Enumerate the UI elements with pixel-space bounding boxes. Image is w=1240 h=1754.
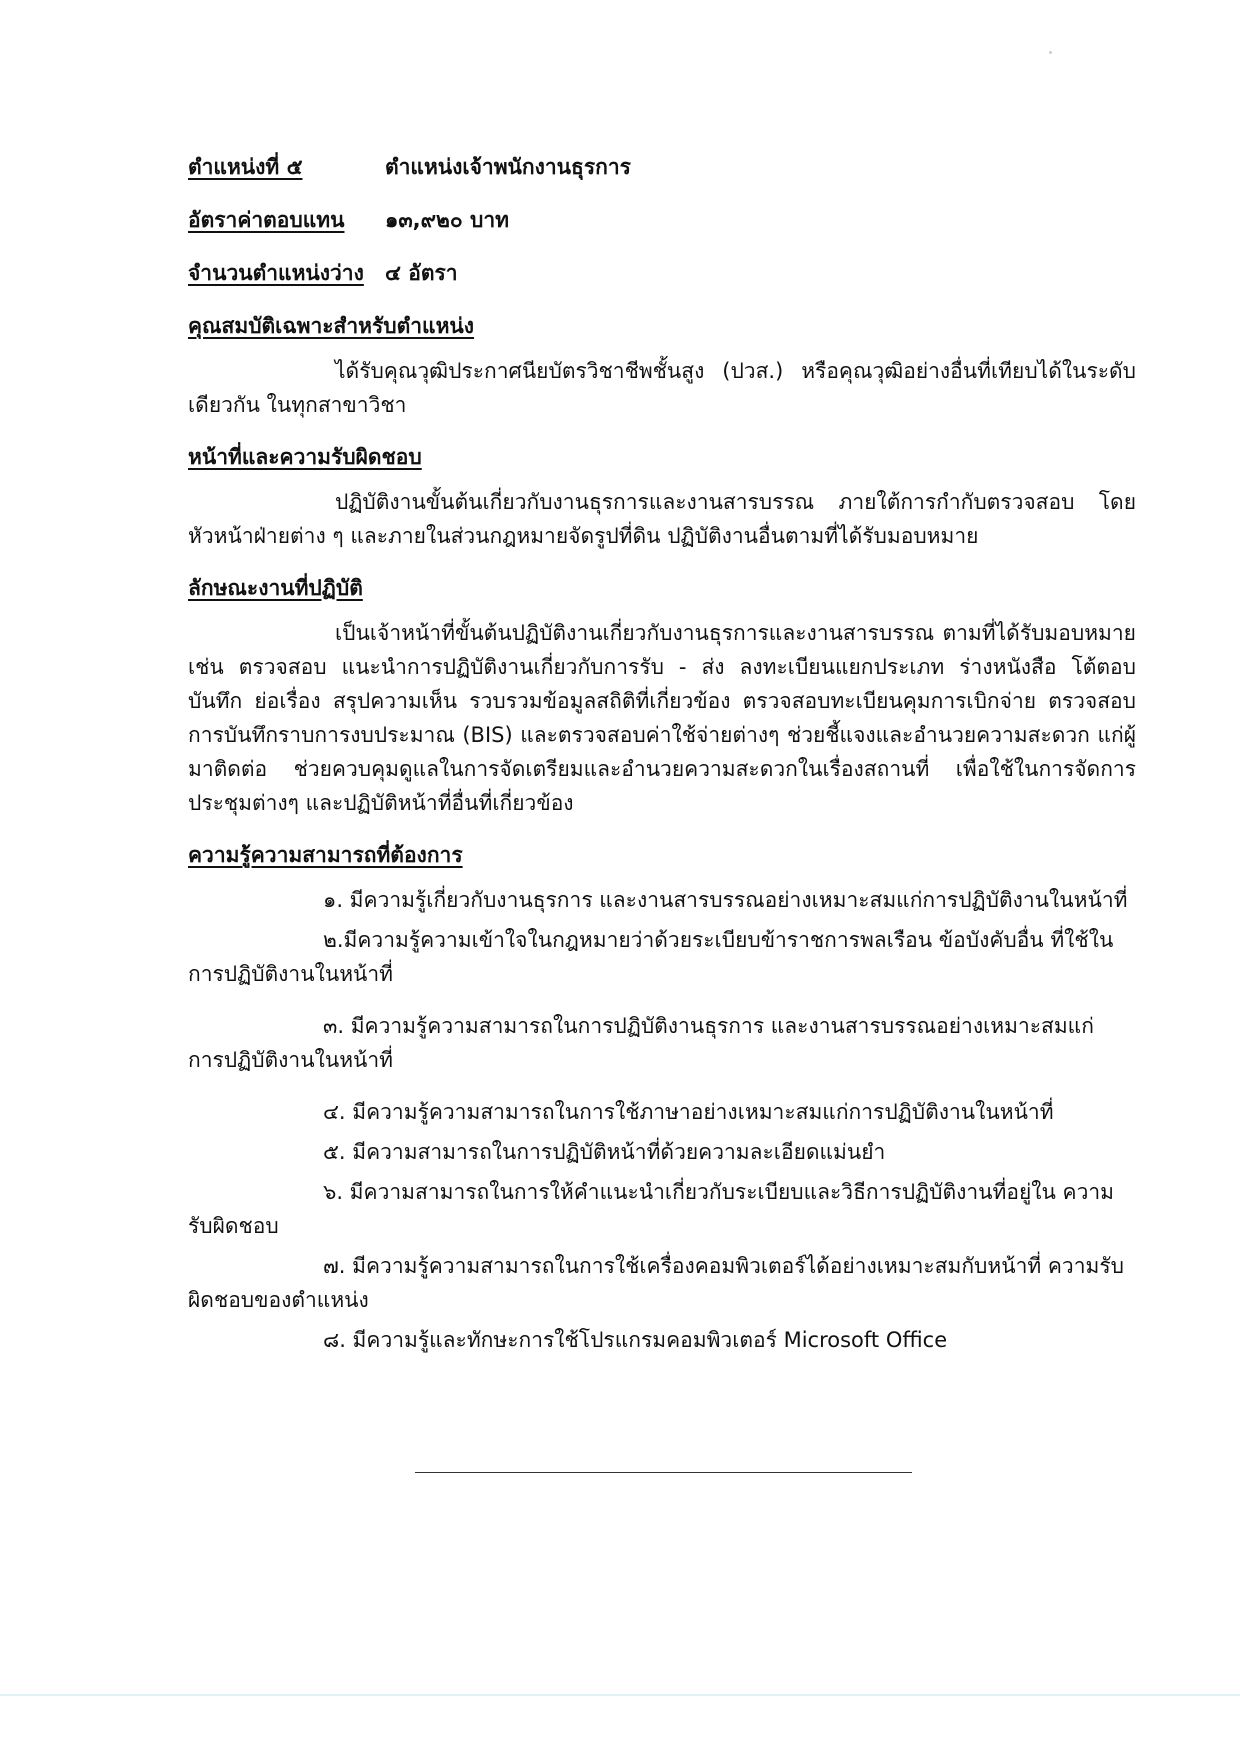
end-divider — [415, 1472, 912, 1473]
document-body — [188, 150, 1136, 1363]
duties-heading: หน้าที่และความรับผิดชอบ — [188, 445, 422, 469]
knowledge-item: ๘. มีความรู้และทักษะการใช้โปรแกรมคอมพิวเตอร์ Microsoft Office — [323, 1328, 948, 1352]
knowledge-heading: ความรู้ความสามารถที่ต้องการ — [188, 843, 463, 867]
position-row — [188, 150, 1136, 184]
knowledge-item: ๗. มีความรู้ความสามารถในการใช้เครื่องคอมพิวเตอร์ได้อย่างเหมาะสมกับหน้าที่ ความรับผิดชอบของตำแหน่ง — [188, 1254, 1124, 1312]
qualifications-heading: คุณสมบัติเฉพาะสำหรับตำแหน่ง — [188, 314, 475, 338]
knowledge-item: ๒.มีความรู้ความเข้าใจในกฎหมายว่าด้วยระเบียบข้าราชการพลเรือน ข้อบังคับอื่น ที่ใช้ในการปฏิบัติงานในหน้าที่ — [188, 928, 1114, 986]
vacancies-label: จำนวนตำแหน่งว่าง — [188, 261, 364, 285]
work-nature-text: เป็นเจ้าหน้าที่ขั้นต้นปฏิบัติงานเกี่ยวกับงานธุรการและงานสารบรรณ ตามที่ได้รับมอบหมาย เช่น ตรวจสอบ แนะนำการปฏิบัติงานเกี่ยวกับการรับ - ส่ง ลงทะเบียนแยกประเภท ร่างหนังสือ โต้ตอบ บันทึก ย่อเรื่อง สรุปความเห็น รวบรวมข้อมูลสถิติที่เกี่ยวข้อง ตรวจสอบทะเบียนคุมการเบิกจ่าย ตรวจสอบการบันทึกราบการงบประมาณ (BIS) และตรวจสอบค่าใช้จ่ายต่างๆ ช่วยชี้แจงและอำนวยความสะดวก แก่ผู้มาติดต่อ ช่วยควบคุมดูแลในการจัดเตรียมและอำนวยความสะดวกในเรื่องสถานที่ เพื่อใช้ในการจัดการ ประชุมต่างๆ และปฏิบัติหน้าที่อื่นที่เกี่ยวข้อง — [188, 621, 1136, 815]
vacancies-value: ๔ อัตรา — [385, 261, 458, 285]
position-title: ตำแหน่งเจ้าพนักงานธุรการ — [385, 155, 631, 179]
knowledge-item: ๑. มีความรู้เกี่ยวกับงานธุรการ และงานสารบรรณอย่างเหมาะสมแก่การปฏิบัติงานในหน้าที่ — [323, 888, 1128, 912]
vacancies-row — [188, 256, 1136, 290]
knowledge-item: ๕. มีความสามารถในการปฏิบัติหน้าที่ด้วยความละเอียดแม่นยำ — [323, 1140, 886, 1164]
knowledge-item: ๓. มีความรู้ความสามารถในการปฏิบัติงานธุรการ และงานสารบรรณอย่างเหมาะสมแก่ การปฏิบัติงานในหน้าที่ — [188, 1014, 1094, 1072]
position-number-label: ตำแหน่งที่ ๕ — [188, 155, 303, 179]
knowledge-item: ๔. มีความรู้ความสามารถในการใช้ภาษาอย่างเหมาะสมแก่การปฏิบัติงานในหน้าที่ — [323, 1100, 1054, 1124]
qualifications-text: ได้รับคุณวุฒิประกาศนียบัตรวิชาชีพชั้นสูง (ปวส.) หรือคุณวุฒิอย่างอื่นที่เทียบได้ในระดับเดียวกัน ในทุกสาขาวิชา — [188, 359, 1136, 417]
scan-edge-line — [0, 1694, 1240, 1696]
salary-value: ๑๓,๙๒๐ บาท — [385, 208, 509, 232]
salary-label: อัตราค่าตอบแทน — [188, 208, 345, 232]
scan-speck — [1049, 51, 1052, 54]
salary-row — [188, 203, 1136, 237]
duties-text: ปฏิบัติงานขั้นต้นเกี่ยวกับงานธุรการและงานสารบรรณ ภายใต้การกำกับตรวจสอบ โดยหัวหน้าฝ่ายต่าง ๆ และภายในส่วนกฎหมายจัดรูปที่ดิน ปฏิบัติงานอื่นตามที่ได้รับมอบหมาย — [188, 490, 1136, 548]
knowledge-item: ๖. มีความสามารถในการให้คำแนะนำเกี่ยวกับระเบียบและวิธีการปฏิบัติงานที่อยู่ใน ความรับผิดชอบ — [188, 1180, 1115, 1238]
work-nature-heading: ลักษณะงานที่ปฏิบัติ — [188, 576, 363, 600]
